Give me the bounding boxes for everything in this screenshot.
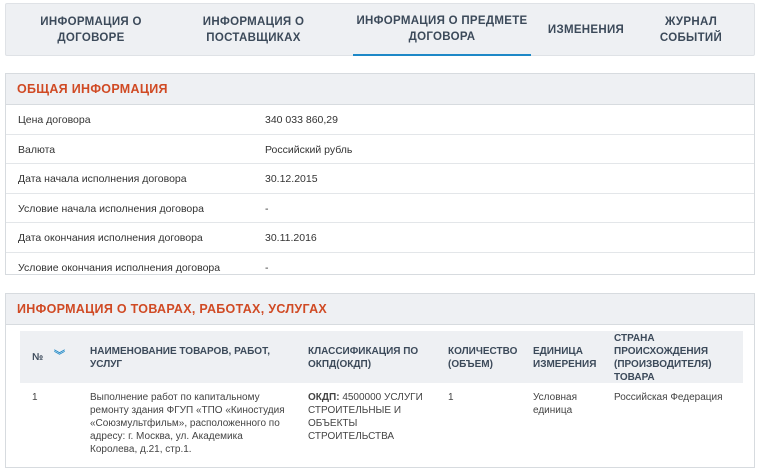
info-row — [6, 135, 754, 165]
info-row — [6, 164, 754, 194]
info-value: 340 033 860,29 — [265, 114, 338, 126]
info-label: Валюта — [18, 143, 56, 156]
tab-label: ЖУРНАЛ СОБЫТИЙ — [659, 16, 723, 44]
okpd-text: 4500000 УСЛУГИ СТРОИТЕЛЬНЫЕ И ОБЪЕКТЫ СТРОИТЕЛЬСТВА — [308, 392, 423, 442]
col-num: № — [32, 352, 44, 363]
cell-qty: 1 — [448, 392, 454, 403]
cell-num: 1 — [32, 392, 38, 403]
table-row — [20, 383, 743, 463]
general-info-panel — [5, 73, 755, 275]
tab-label: ИНФОРМАЦИЯ О ДОГОВОРЕ — [40, 16, 142, 44]
cell-country: Российская Федерация — [614, 392, 723, 403]
info-label: Дата окончания исполнения договора — [18, 232, 203, 244]
col-okpd: КЛАССИФИКАЦИЯ ПО ОКПД(ОКДП) — [308, 346, 419, 370]
col-name: НАИМЕНОВАНИЕ ТОВАРОВ, РАБОТ, УСЛУГ — [90, 346, 270, 370]
tab-contract-info[interactable] — [26, 4, 156, 56]
cell-okpd — [308, 391, 433, 443]
tab-event-log[interactable] — [646, 4, 736, 56]
col-unit: ЕДИНИЦА ИЗМЕРЕНИЯ — [533, 346, 597, 370]
section-title: ОБЩАЯ ИНФОРМАЦИЯ — [6, 74, 754, 105]
info-row — [6, 194, 754, 224]
info-value: 30.12.2015 — [265, 173, 318, 185]
tab-label: ИНФОРМАЦИЯ О ПРЕДМЕТЕ ДОГОВОРА — [356, 15, 528, 43]
tab-label: ИНФОРМАЦИЯ О ПОСТАВЩИКАХ — [202, 16, 305, 44]
tab-bar — [5, 3, 755, 56]
table-header — [20, 331, 743, 383]
info-value: 30.11.2016 — [265, 232, 317, 244]
info-row — [6, 253, 754, 282]
cell-unit: Условная единица — [533, 392, 578, 416]
sort-expand-icon[interactable]: ︾ — [54, 350, 65, 362]
info-row — [6, 105, 754, 135]
col-country: СТРАНА ПРОИСХОЖДЕНИЯ (ПРОИЗВОДИТЕЛЯ) ТОВАРА — [614, 333, 712, 383]
okpd-code: ОКДП: — [308, 392, 340, 403]
info-label: Дата начала исполнения договора — [18, 173, 187, 185]
col-qty: КОЛИЧЕСТВО (ОБЪЕМ) — [448, 346, 518, 370]
info-row — [6, 223, 754, 253]
info-value: - — [265, 202, 269, 215]
info-label: Условие начала исполнения договора — [18, 202, 204, 215]
tab-changes[interactable] — [546, 4, 626, 56]
section-title: ИНФОРМАЦИЯ О ТОВАРАХ, РАБОТАХ, УСЛУГАХ — [6, 294, 754, 325]
tab-subject-info[interactable] — [353, 4, 531, 56]
tab-label: ИЗМЕНЕНИЯ — [547, 24, 625, 36]
info-label: Цена договора — [18, 114, 91, 126]
info-label: Условие окончания исполнения договора — [18, 261, 221, 274]
cell-name: Выполнение работ по капитальному ремонту здания ФГУП «ТПО «Киностудия «Союзмультфильм», расположенного по адресу: г. Москва, ул. Академика Королева, д.21, стр.1. — [90, 392, 285, 455]
info-value: Российский рубль — [265, 143, 353, 156]
goods-table — [20, 331, 743, 463]
info-value: - — [265, 261, 269, 274]
goods-panel — [5, 293, 755, 468]
tab-suppliers-info[interactable] — [191, 4, 316, 56]
